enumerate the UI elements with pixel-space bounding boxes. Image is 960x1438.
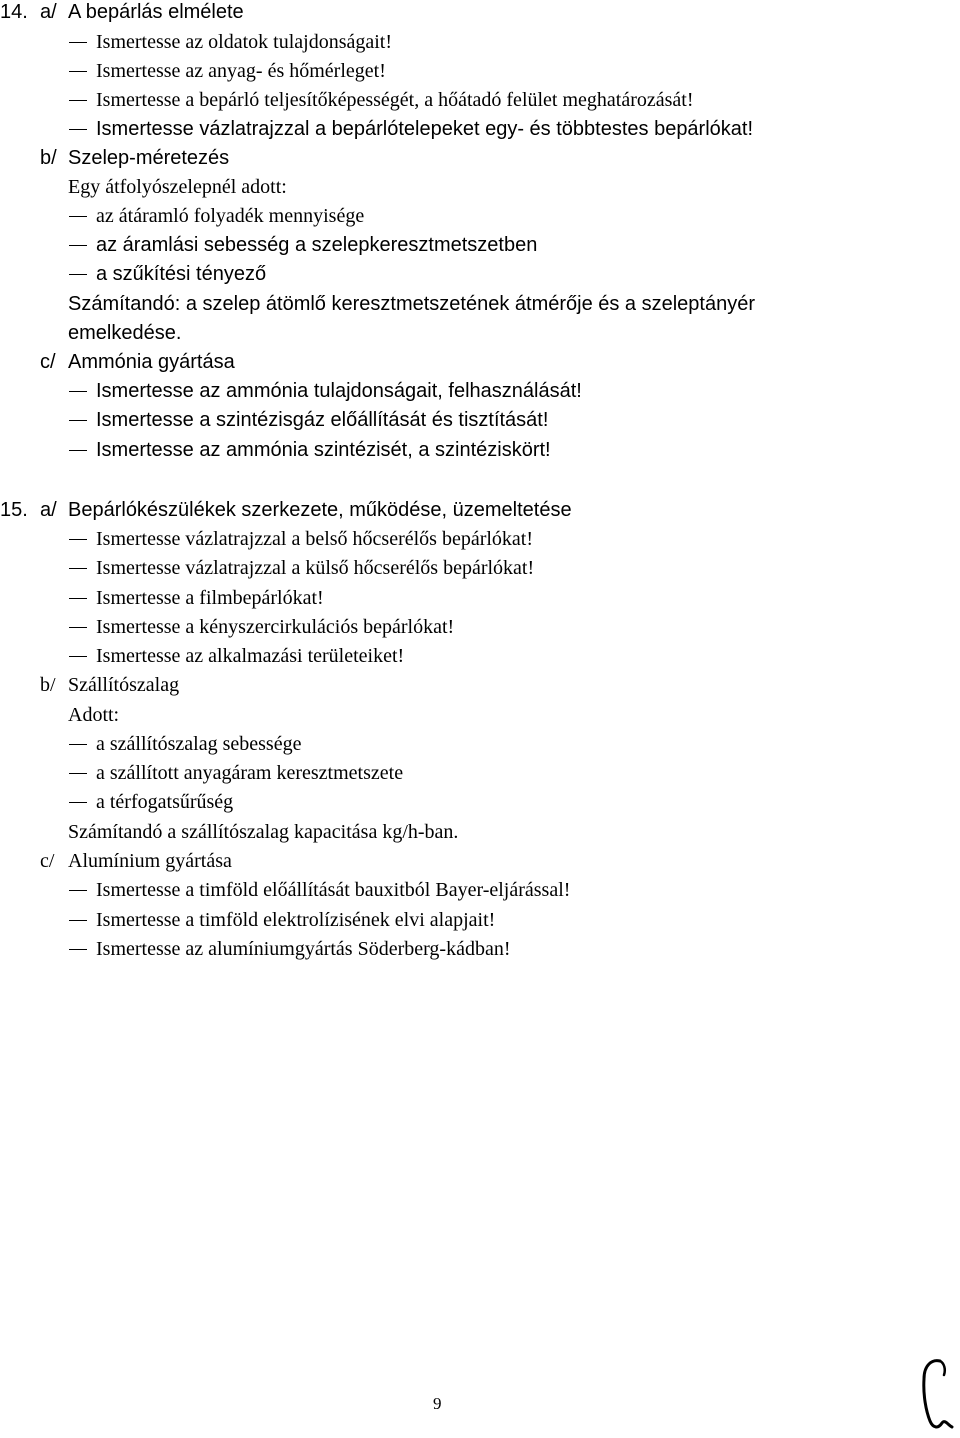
item-text: Ismertesse a kényszercirkulációs bepárlókat! bbox=[96, 616, 455, 638]
dash-bullet bbox=[69, 274, 87, 275]
item-text: a szűkítési tényező bbox=[96, 263, 267, 285]
part-label: a/ bbox=[40, 1, 57, 23]
dash-bullet bbox=[69, 949, 87, 950]
dash-bullet bbox=[69, 245, 87, 246]
dash-bullet bbox=[69, 656, 87, 657]
item-text: Ismertesse az alumíniumgyártás Söderberg-kádban! bbox=[96, 938, 511, 960]
part-title: A bepárlás elmélete bbox=[68, 1, 244, 23]
item-text: Ismertesse az anyag- és hőmérleget! bbox=[96, 60, 386, 82]
calc-text: Számítandó: a szelep átömlő keresztmetszetének átmérője és a szeleptányér bbox=[68, 293, 756, 315]
dash-bullet bbox=[69, 627, 87, 628]
dash-bullet bbox=[69, 450, 87, 451]
dash-bullet bbox=[69, 42, 87, 43]
item-text: az áramlási sebesség a szelepkeresztmetszetben bbox=[96, 234, 538, 256]
dash-bullet bbox=[69, 598, 87, 599]
dash-bullet bbox=[69, 744, 87, 745]
item-text: Ismertesse a filmbepárlókat! bbox=[96, 587, 324, 609]
item-text: Ismertesse a timföld előállítását bauxitból Bayer-eljárással! bbox=[96, 879, 571, 901]
item-text: a térfogatsűrűség bbox=[96, 791, 234, 813]
item-text: Ismertesse a bepárló teljesítőképességét, a hőátadó felület meghatározását! bbox=[96, 89, 694, 111]
item-text: a szállított anyagáram keresztmetszete bbox=[96, 762, 404, 784]
item-text: Ismertesse vázlatrajzzal a belső hőcserélős bepárlókat! bbox=[96, 528, 534, 550]
item-text: az átáramló folyadék mennyisége bbox=[96, 205, 365, 227]
dash-bullet bbox=[69, 802, 87, 803]
part-label: b/ bbox=[40, 147, 57, 169]
dash-bullet bbox=[69, 71, 87, 72]
part-title: Szállítószalag bbox=[68, 674, 180, 696]
calc-text: emelkedése. bbox=[68, 322, 182, 344]
given-text: Egy átfolyószelepnél adott: bbox=[68, 176, 287, 198]
item-text: Ismertesse vázlatrajzzal a bepárlótelepeket egy- és többtestes bepárlókat! bbox=[96, 118, 754, 140]
part-title: Bepárlókészülékek szerkezete, működése, üzemeltetése bbox=[68, 499, 572, 521]
dash-bullet bbox=[69, 890, 87, 891]
page-number: 9 bbox=[433, 1394, 442, 1413]
part-label: b/ bbox=[40, 674, 56, 696]
dash-bullet bbox=[69, 100, 87, 101]
dash-bullet bbox=[69, 539, 87, 540]
section-number: 14. bbox=[0, 1, 28, 23]
item-text: Ismertesse az ammónia tulajdonságait, felhasználását! bbox=[96, 380, 582, 402]
dash-bullet bbox=[69, 773, 87, 774]
dash-bullet bbox=[69, 391, 87, 392]
given-text: Adott: bbox=[68, 704, 120, 726]
part-label: c/ bbox=[40, 351, 56, 373]
dash-bullet bbox=[69, 920, 87, 921]
part-label: a/ bbox=[40, 499, 57, 521]
item-text: Ismertesse az ammónia szintézisét, a szintéziskört! bbox=[96, 439, 551, 461]
item-text: Ismertesse a timföld elektrolízisének elvi alapjait! bbox=[96, 909, 496, 931]
item-text: a szállítószalag sebessége bbox=[96, 733, 302, 755]
dash-bullet bbox=[69, 568, 87, 569]
section-number: 15. bbox=[0, 499, 28, 521]
part-title: Szelep-méretezés bbox=[68, 147, 230, 169]
part-title: Ammónia gyártása bbox=[68, 351, 235, 373]
item-text: Ismertesse az alkalmazási területeiket! bbox=[96, 645, 405, 667]
handwritten-signature bbox=[918, 1355, 958, 1435]
item-text: Ismertesse a szintézisgáz előállítását és tisztítását! bbox=[96, 409, 549, 431]
part-title: Alumínium gyártása bbox=[68, 850, 232, 872]
dash-bullet bbox=[69, 216, 87, 217]
calc-text: Számítandó a szállítószalag kapacitása kg/h-ban. bbox=[68, 821, 459, 843]
dash-bullet bbox=[69, 129, 87, 130]
item-text: Ismertesse az oldatok tulajdonságait! bbox=[96, 31, 393, 53]
part-label: c/ bbox=[40, 850, 55, 872]
dash-bullet bbox=[69, 420, 87, 421]
item-text: Ismertesse vázlatrajzzal a külső hőcserélős bepárlókat! bbox=[96, 557, 535, 579]
